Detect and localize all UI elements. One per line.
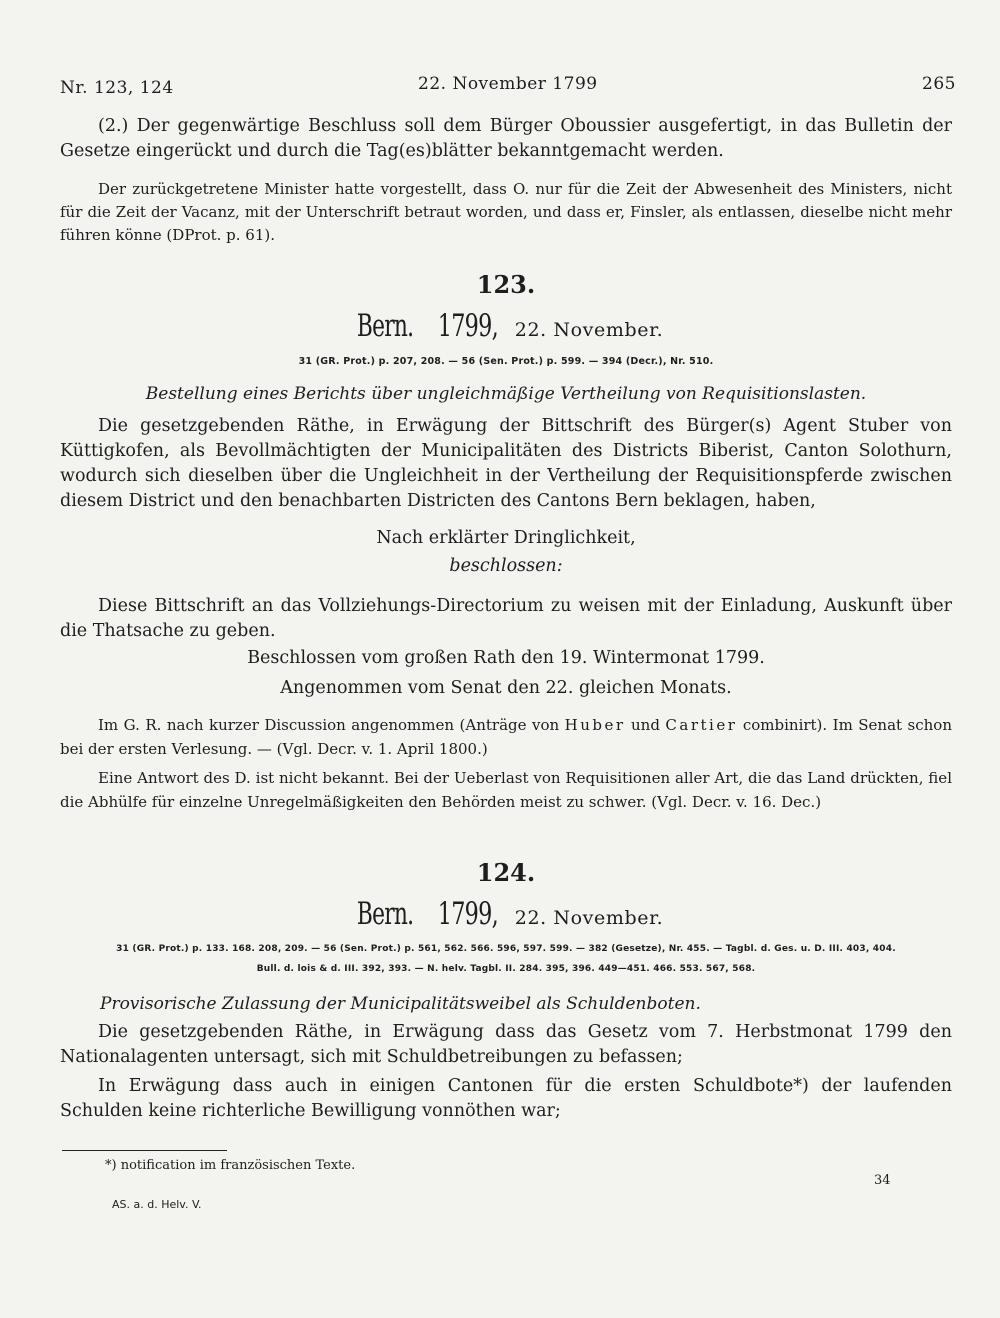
name-cartier: Cartier [665, 716, 738, 734]
section-123-references: 31 (GR. Prot.) p. 207, 208. — 56 (Sen. Prot.) p. 599. — 394 (Decr.), Nr. 510. [298, 356, 714, 367]
section-123-number: 123. [476, 270, 536, 299]
section-123-paragraph-1: Die gesetzgebenden Räthe, in Erwägung der Bittschrift des Bürger(s) Agent Stuber von Küttigkofen, als Bevollmächtigten der Municipalitäten des Districts Biberist, Canton Solothurn, wodurch sich dieselben über die Ungleichheit in der Vertheilung der Requisitionspferde zwischen diesem District und den benachbarten Districten des Cantons Bern beklagen, haben, [60, 416, 952, 511]
footer-signature: AS. a. d. Helv. V. [112, 1198, 202, 1211]
name-huber: Huber [564, 716, 626, 734]
section-124-paragraph-2: In Erwägung dass auch in einigen Cantonen für die ersten Schuldbote*) der laufenden Schulden keine richterliche Bewilligung vonnöthen war; [60, 1076, 952, 1121]
section-124-year: 1799, [437, 896, 498, 932]
section-124-title: Provisorische Zulassung der Municipalitätsweibel als Schuldenboten. [100, 994, 701, 1014]
section-124-references-2: Bull. d. lois & d. III. 392, 393. — N. helv. Tagbl. II. 284. 395, 396. 449—451. 466. 553. 567, 568. [256, 964, 756, 974]
section-124-date: 22. November. [514, 907, 664, 929]
section-123-city: Bern. [356, 308, 413, 344]
header-center: 22. November 1799 [418, 74, 598, 94]
footnote-rule [62, 1150, 227, 1151]
section-123-resolved: beschlossen: [449, 556, 563, 576]
intro-paragraph-1: (2.) Der gegenwärtige Beschluss soll dem Bürger Oboussier ausgefertigt, in das Bulletin der Gesetze eingerückt und durch die Tag(es)blätter bekanntgemacht werden. [60, 116, 952, 161]
section-123-title: Bestellung eines Berichts über ungleichmäßige Vertheilung von Requisitionslasten. [145, 384, 867, 404]
section-123-urgency: Nach erklärter Dringlichkeit, [376, 528, 636, 548]
section-123-heading [60, 308, 952, 344]
footnote: *) notification im französischen Texte. [105, 1158, 356, 1173]
section-124-paragraph-1: Die gesetzgebenden Räthe, in Erwägung dass das Gesetz vom 7. Herbstmonat 1799 den Nationalagenten untersagt, sich mit Schuldbetreibungen zu befassen; [60, 1022, 952, 1067]
section-124-heading [60, 896, 952, 932]
section-124-references-1: 31 (GR. Prot.) p. 133. 168. 208, 209. — 56 (Sen. Prot.) p. 561, 562. 566. 596, 597. 599. — 382 (Gesetze), Nr. 455. — Tagbl. d. Ges. u. D. III. 403, 404. [116, 944, 896, 954]
page-number: 265 [922, 74, 956, 94]
sheet-number: 34 [874, 1173, 891, 1188]
section-123-note-2: Eine Antwort des D. ist nicht bekannt. Bei der Ueberlast von Requisitionen aller Art, die das Land drückten, fiel die Abhülfe für einzelne Unregelmäßigkeiten den Behörden meist zu schwer. (Vgl. Decr. v. 16. Dec.) [60, 769, 952, 811]
section-123-note-1: Im G. R. nach kurzer Discussion angenommen (Anträge von Huber und Cartier combinirt). Im Senat schon bei der ersten Verlesung. — (Vgl. Decr. v. 1. April 1800.) [60, 716, 952, 758]
section-123-closing-1: Beschlossen vom großen Rath den 19. Wintermonat 1799. [247, 648, 765, 668]
section-124-number: 124. [476, 858, 536, 887]
section-123-year: 1799, [437, 308, 498, 344]
header-left: Nr. 123, 124 [60, 78, 174, 98]
section-123-paragraph-2: Diese Bittschrift an das Vollziehungs-Directorium zu weisen mit der Einladung, Auskunft über die Thatsache zu geben. [60, 596, 952, 641]
section-123-date: 22. November. [514, 319, 664, 341]
intro-paragraph-2: Der zurückgetretene Minister hatte vorgestellt, dass O. nur für die Zeit der Abwesenheit des Ministers, nicht für die Zeit der Vacanz, mit der Unterschrift betraut worden, und dass er, Finsler, als entlassen, dieselbe nicht mehr führen könne (DProt. p. 61). [60, 180, 952, 244]
section-124-city: Bern. [356, 896, 413, 932]
section-123-closing-2: Angenommen vom Senat den 22. gleichen Monats. [280, 678, 732, 698]
